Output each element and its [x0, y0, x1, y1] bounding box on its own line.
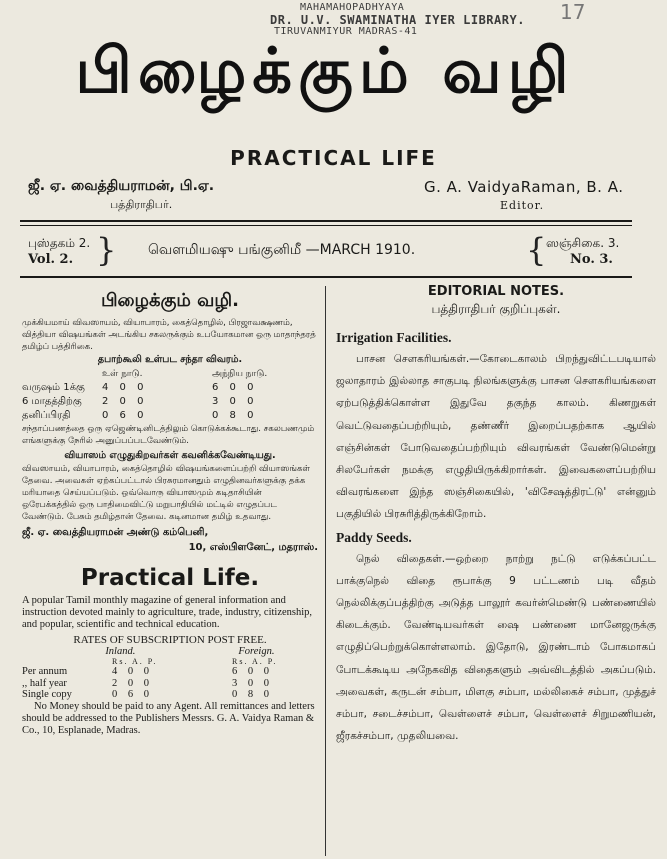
rates-row: [22, 395, 318, 409]
subscription-row-foreign: 3 0 0: [232, 677, 273, 689]
editor-name-tamil: ஜீ. ஏ. வைத்தியராமன், பி.ஏ.: [28, 178, 215, 194]
rates-table: [22, 381, 318, 423]
rates-col-inland: உள் நாடு.: [102, 369, 143, 379]
subscription-row-label: Single copy: [22, 689, 72, 700]
issue-date: வௌமியஷு பங்குனிமீ —MARCH 1910.: [148, 242, 416, 258]
number-tamil: ஸஞ்சிகை. 3.: [546, 236, 620, 250]
editorial-notes-heading: EDITORIAL NOTES.: [427, 284, 565, 299]
practical-life-footer: No Money should be paid to any Agent. All remittances and letters should be addressed to the Publishers Messrs. G. A. Vaidya Raman & Co., 10, Esplanade, Madras.: [22, 700, 315, 736]
header-rule: [20, 225, 632, 226]
header-rule: [20, 220, 632, 222]
writers-body: விவஸாயம், வியாபாரம், கைத்தொழில் விஷயங்களைப்பற்றி வியாஸங்கள் தேவை. அவைகள் ஏற்கப்பட்டால் பிரசுரமானதும் எழுதினவர்களுக்கு தக்க மரியாதை செய்யப்படும். ஒவ்வொரு வியாஸமும் கடிதாசியின் ஒரேபக்கத்தில் ஒரு பாதிமைவிட்டு மறுபாதியில் மட்டில் எழுதப்பட வேண்டும். பேசும் தமிழ்தான் தேவை. கடினமான தமிழ் உதவாது.: [22, 464, 311, 522]
practical-life-description: A popular Tamil monthly magazine of general information and instruction devoted mainly to agriculture, trade, industry, citizenship, and popular, scientific and technical education.: [22, 595, 313, 630]
publisher-name: ஜீ. ஏ. வைத்தியராமன் அண்டு கம்பெனி,: [22, 527, 209, 538]
section-title: Paddy Seeds.: [336, 529, 412, 545]
editorial-section: [336, 528, 656, 748]
stamp-line: DR. U.V. SWAMINATHA IYER LIBRARY.: [270, 13, 525, 27]
editor-role-tamil: பத்திராதிபர்.: [110, 198, 173, 211]
volume-tamil: புஸ்தகம் 2.: [28, 236, 91, 250]
subscription-col-inland: Inland.: [105, 646, 136, 657]
section-body: நெல் விதைகள்.—ஒற்றை நாற்று நட்டு எடுக்கப்பட்ட பாக்குநெல் விதை ரூபாக்கு 9 பட்டணம் படி வீதம் நெல்லிக்குப்பத்திற்கு அடுத்த பாலூர் கவர்ன்மெண்டு பண்ணையில் கிடைக்கும். வேண்டியவர்கள் ஷை பண்ணை மானேஜருக்கு எழுதிப்பெற்றுக்கொள்ளலாம். இதோடு, இரண்டாம் போகமாகப் போடக்கூடிய அநேகவித விதைகளும் அவ்விடத்தில் அகப்படும். அவைகள், கருடன் சம்பா, மிளகு சம்பா, மல்லிகைச் சம்பா, முத்துச் சம்பா, சடைச்சம்பா, வெள்ளைச் சம்பா, வெள்ளைச் சிறுமணியன், ஜீரகச்சம்பா, முதலியவை.: [336, 552, 656, 743]
rates-row-foreign: 6 0 0: [212, 382, 258, 393]
subscription-row-label: ,, half year: [22, 677, 67, 689]
subscription-rates-heading: RATES OF SUBSCRIPTION POST FREE.: [73, 634, 267, 646]
brace-left: }: [96, 231, 117, 269]
left-heading: பிழைக்கும் வழி.: [101, 290, 239, 311]
stamp-line: TIRUVANMIYUR MADRAS-41: [274, 26, 418, 37]
subscription-row-inland: 4 0 0: [112, 666, 153, 677]
subscription-row-inland: 0 6 0: [112, 689, 153, 700]
rates-row-label: வருஷம் 1க்கு: [22, 382, 85, 393]
subscription-row-label: Per annum: [22, 666, 68, 677]
number: No. 3.: [570, 252, 613, 267]
editor-role-english: Editor.: [500, 199, 545, 212]
masthead-title-tamil: பிழைக்கும் வழி: [75, 34, 575, 107]
rates-row: [22, 381, 318, 395]
subscription-row-foreign: 0 8 0: [232, 689, 273, 700]
column-divider: [325, 286, 326, 856]
practical-life-title: Practical Life.: [80, 565, 260, 591]
rates-row-foreign: 0 8 0: [212, 410, 258, 421]
masthead-title-english: PRACTICAL LIFE: [230, 146, 437, 170]
writers-heading: வியாஸம் எழுதுகிறவர்கள் கவனிக்கவேண்டியது.: [64, 450, 276, 461]
subscription-row: [22, 678, 318, 690]
rates-row-inland: 2 0 0: [102, 396, 148, 407]
subscription-currency-row: [22, 657, 318, 666]
rates-row-inland: 4 0 0: [102, 382, 148, 393]
rates-col-foreign: அந்நிய நாடு.: [212, 369, 268, 379]
subscription-row-inland: 2 0 0: [112, 677, 153, 689]
subscription-col-foreign: Foreign.: [238, 646, 275, 657]
rates-row-label: 6 மாதத்திற்கு: [22, 396, 82, 407]
library-stamp: [270, 2, 525, 38]
rates-row: [22, 409, 318, 423]
subscription-table: [22, 666, 318, 701]
subscription-row-foreign: 6 0 0: [232, 666, 273, 677]
intro-paragraph: முக்கியமாய் விவஸாயம், வியாபாரம், கைத்தொழில், பிரஜாவக்ஷணம், வித்தியா விஷயங்கள் அடங்கிய சகலருக்கும் உபயோகமான ஒரு மாதாந்தரத் தமிழ்ப் பத்திரிகை.: [22, 318, 316, 352]
rates-row-foreign: 3 0 0: [212, 396, 258, 407]
section-body: பாசன சௌகரியங்கள்.—கோடைகாலம் பிறந்துவிட்டபடியால் ஜலாதாரம் இல்லாத சாகுபடி நிலங்களுக்கு பாசன சௌகரியங்களை ஏற்படுத்திக்கொள்ள இதுவே தகுந்த காலம். கிணறுகள் வெட்டுவதைப்பற்றியும், தண்ணீர் இறைப்பதற்காக ஆயில் எஞ்சின்கள் போடுவதைப்பற்றியும் விவரங்கள் வேண்டுமென்று சிலபேர்கள் நமக்கு எழுதியிருக்கிறார்கள். இவைகளைப்பற்றிய விவரங்களை இந்த ஸஞ்சிகையில், 'விசேஷத்திரட்டு' என்னும் பகுதியில் பிரசுரித்திருக்கிறோம்.: [336, 353, 656, 521]
subscription-row: [22, 689, 318, 701]
rates-row-inland: 0 6 0: [102, 410, 148, 421]
publisher-address: 10, எஸ்பிளனேட், மதராஸ்.: [188, 542, 318, 553]
currency-foreign: Rs. A. P.: [232, 657, 278, 666]
rates-heading-tamil: தபாற்கூலி உள்பட சந்தா விவரம்.: [97, 354, 243, 365]
subscription-col-headers: [22, 646, 318, 657]
volume: Vol. 2.: [28, 252, 74, 267]
stamp-line: MAHAMAHOPADHYAYA: [300, 2, 405, 13]
subscription-row: [22, 666, 318, 678]
rates-note: சந்தாப்பணத்தை ஒரு ஏஜெண்டினிடத்திலும் கொடுக்கக்கூடாது. சகலபணமும் எங்களுக்கு நேரில் அனுப்பப்படவேண்டும்.: [22, 424, 315, 446]
rates-header: [22, 367, 318, 381]
issue-rule: [20, 276, 632, 278]
page-number: 17: [560, 0, 586, 24]
left-column: [22, 290, 318, 737]
editor-name-english: G. A. VaidyaRaman, B. A.: [424, 178, 624, 196]
editorial-section: [336, 328, 656, 526]
section-title: Irrigation Facilities.: [336, 330, 452, 345]
editorial-notes-heading-tamil: பத்திராதிபர் குறிப்புகள்.: [431, 302, 561, 316]
currency-inland: Rs. A. P.: [112, 657, 158, 666]
rates-row-label: தனிப்பிரதி: [22, 410, 71, 421]
right-column: [336, 284, 656, 747]
brace-right: {: [526, 231, 547, 269]
